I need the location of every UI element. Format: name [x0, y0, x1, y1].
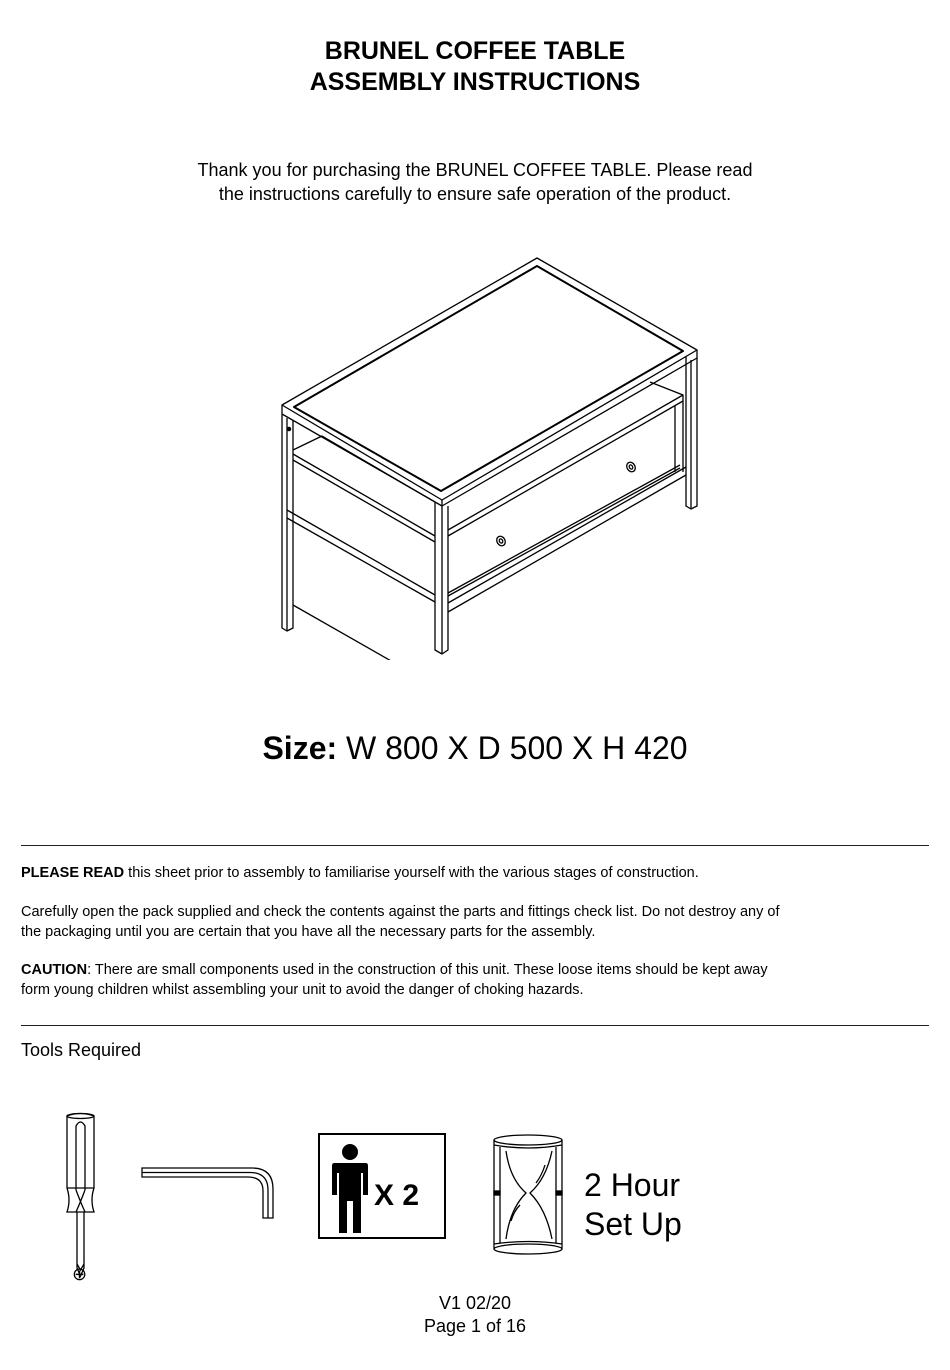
caution-note [21, 961, 901, 1000]
size-label: Size: [262, 730, 338, 766]
title-line-1: BRUNEL COFFEE TABLE [324, 37, 626, 65]
intro-line-2: the instructions carefully to ensure safe operation of the product. [218, 184, 732, 204]
size-value: W 800 X D 500 X H 420 [346, 730, 688, 766]
setup-time-line-1: 2 Hour [584, 1167, 681, 1203]
coffee-table-drawing-icon [270, 250, 710, 665]
please-read-text: this sheet prior to assembly to familiarise yourself with the various stages of construction. [124, 865, 699, 881]
phillips-screwdriver-icon [60, 1108, 104, 1293]
pack-note-line-1: Carefully open the pack supplied and check the contents against the parts and fittings check list. Do not destroy any of [21, 904, 780, 920]
product-size [0, 728, 950, 768]
please-read-label: PLEASE READ [21, 865, 125, 881]
caution-label: CAUTION [21, 962, 88, 978]
intro-line-1: Thank you for purchasing the BRUNEL COFFEE TABLE. Please read [197, 160, 753, 180]
hourglass-icon [490, 1133, 570, 1262]
page-footer [0, 1292, 950, 1338]
phillips-symbol: ⊕ [72, 1264, 88, 1284]
title-line-2: ASSEMBLY INSTRUCTIONS [309, 68, 641, 96]
setup-time-line-2: Set Up [584, 1206, 682, 1242]
setup-time-text [584, 1166, 682, 1244]
allen-key-icon [140, 1165, 280, 1226]
caution-line-1: : There are small components used in the construction of this unit. These loose items should be kept away [87, 962, 768, 978]
tools-required-heading: Tools Required [21, 1040, 142, 1060]
two-person-assembly-box [318, 1133, 446, 1239]
person-count: X 2 [374, 1179, 420, 1212]
divider-bottom [21, 1025, 929, 1026]
caution-line-2: form young children whilst assembling your unit to avoid the danger of choking hazards. [21, 981, 584, 998]
pack-note-line-2: the packaging until you are certain that you have all the necessary parts for the assembly. [21, 923, 596, 940]
version-label: V1 02/20 [438, 1293, 512, 1313]
divider-top [21, 845, 929, 846]
person-icon [330, 1143, 370, 1235]
please-read-note [21, 864, 901, 884]
page-number: Page 1 of 16 [423, 1316, 527, 1336]
pack-note [21, 903, 901, 942]
document-title [0, 36, 950, 98]
intro-text [0, 158, 950, 206]
